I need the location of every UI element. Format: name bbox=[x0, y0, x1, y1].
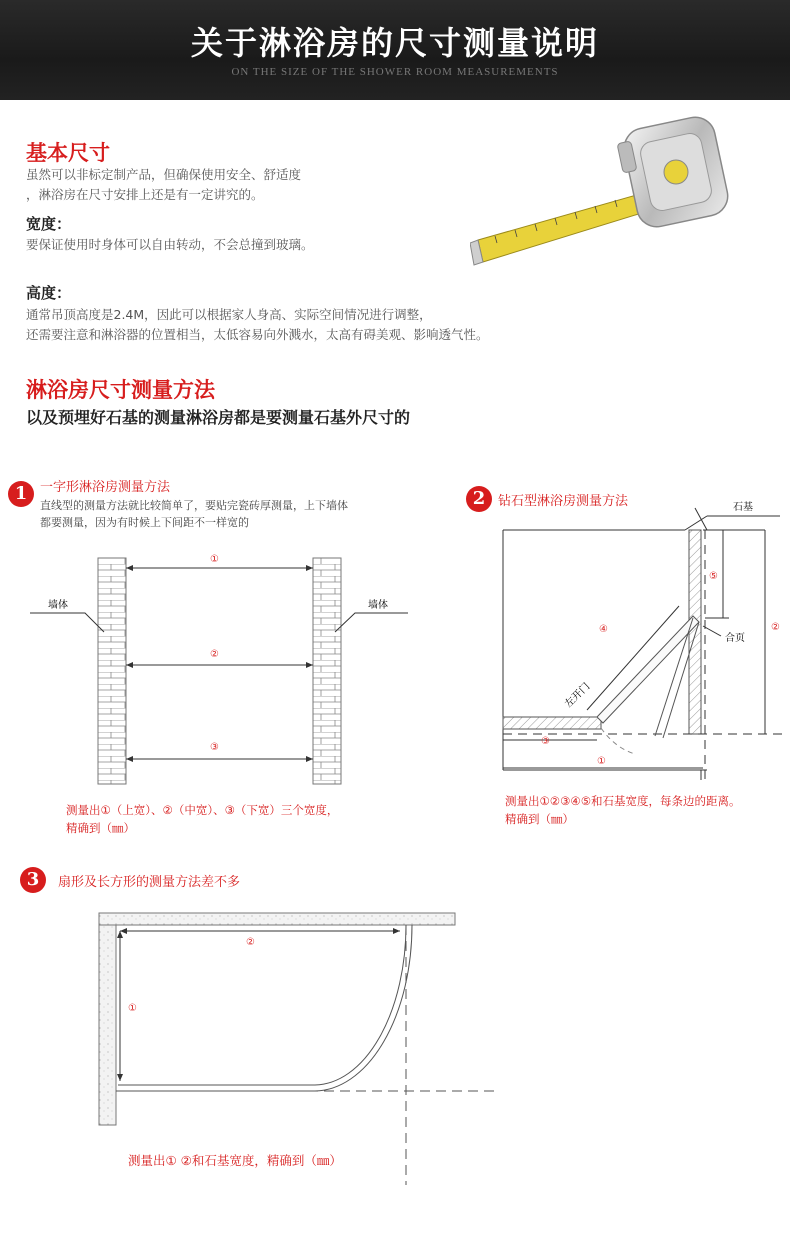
height-line-1: 通常吊顶高度是2.4M，因此可以根据家人身高、实际空间情况进行调整， bbox=[26, 307, 432, 322]
bottom-stone-base bbox=[503, 717, 601, 729]
sector-marker-1: ① bbox=[128, 1003, 137, 1014]
basic-line-1: 虽然可以非标定制产品，但确保使用安全、舒适度 bbox=[26, 167, 302, 182]
stone-label: 石基 bbox=[733, 502, 753, 513]
left-wall-label: 墙体 bbox=[48, 600, 68, 611]
page-title: 关于淋浴房的尺寸测量说明 bbox=[190, 24, 599, 62]
section-2-note-1: 测量出①②③④⑤和石基宽度，每条边的距离。 bbox=[505, 794, 741, 808]
left-wall bbox=[98, 558, 126, 784]
diamond-marker-2: ② bbox=[771, 622, 780, 633]
diamond-marker-4: ④ bbox=[599, 624, 608, 635]
section-2-badge: 2 bbox=[466, 486, 492, 512]
section-2-note-2: 精确到（㎜） bbox=[505, 812, 574, 826]
marker-3: ③ bbox=[210, 742, 219, 753]
section-1-note-2: 精确到（㎜） bbox=[66, 821, 135, 835]
hinge-label: 合页 bbox=[725, 633, 745, 644]
method-heading: 淋浴房尺寸测量方法 bbox=[26, 377, 215, 402]
top-wall bbox=[99, 913, 455, 925]
section-1-badge: 1 bbox=[8, 481, 34, 507]
straight-shower-diagram bbox=[20, 540, 430, 800]
width-heading: 宽度： bbox=[26, 215, 72, 233]
left-wall-sector bbox=[99, 925, 116, 1125]
section-1-desc-1: 直线型的测量方法就比较简单了，要贴完瓷砖厚测量，上下墙体 bbox=[40, 499, 348, 512]
diamond-marker-5: ⑤ bbox=[709, 571, 718, 582]
basic-line-2: ，淋浴房在尺寸安排上还是有一定讲究的。 bbox=[26, 187, 264, 202]
basic-size-heading: 基本尺寸 bbox=[26, 140, 110, 165]
section-1-note-1: 测量出①（上宽）、②（中宽）、③（下宽）三个宽度， bbox=[66, 803, 339, 817]
tape-measure-image bbox=[470, 112, 730, 277]
diamond-marker-3: ③ bbox=[541, 736, 550, 747]
right-wall bbox=[313, 558, 341, 784]
method-subheading: 以及预埋好石基的测量淋浴房都是要测量石基外尺寸的 bbox=[26, 408, 411, 427]
page-subtitle: ON THE SIZE OF THE SHOWER ROOM MEASUREMENTS bbox=[231, 66, 559, 78]
diamond-marker-1: ① bbox=[597, 756, 606, 767]
right-wall-label: 墙体 bbox=[368, 600, 388, 611]
width-text: 要保证使用时身体可以自由转动，不会总撞到玻璃。 bbox=[26, 237, 314, 252]
section-3-badge: 3 bbox=[20, 867, 46, 893]
door-label: 左开门 bbox=[563, 681, 593, 710]
height-heading: 高度： bbox=[26, 284, 72, 302]
section-3-title: 扇形及长方形的测量方法差不多 bbox=[58, 875, 241, 890]
right-stone-base bbox=[689, 530, 701, 734]
section-1-desc-2: 都要测量，因为有时候上下间距不一样宽的 bbox=[40, 516, 249, 529]
section-1-title: 一字形淋浴房测量方法 bbox=[40, 480, 171, 495]
diamond-shower-diagram bbox=[495, 498, 790, 783]
height-line-2: 还需要注意和淋浴器的位置相当，太低容易向外溅水，太高有碍美观、影响透气性。 bbox=[26, 327, 489, 342]
marker-1: ① bbox=[210, 554, 219, 565]
marker-2: ② bbox=[210, 649, 219, 660]
sector-shower-diagram bbox=[90, 905, 510, 1190]
section-3-note: 测量出① ②和石基宽度，精确到（㎜） bbox=[128, 1153, 342, 1168]
section-2-title: 钻石型淋浴房测量方法 bbox=[498, 494, 629, 509]
sector-marker-2: ② bbox=[246, 937, 255, 948]
